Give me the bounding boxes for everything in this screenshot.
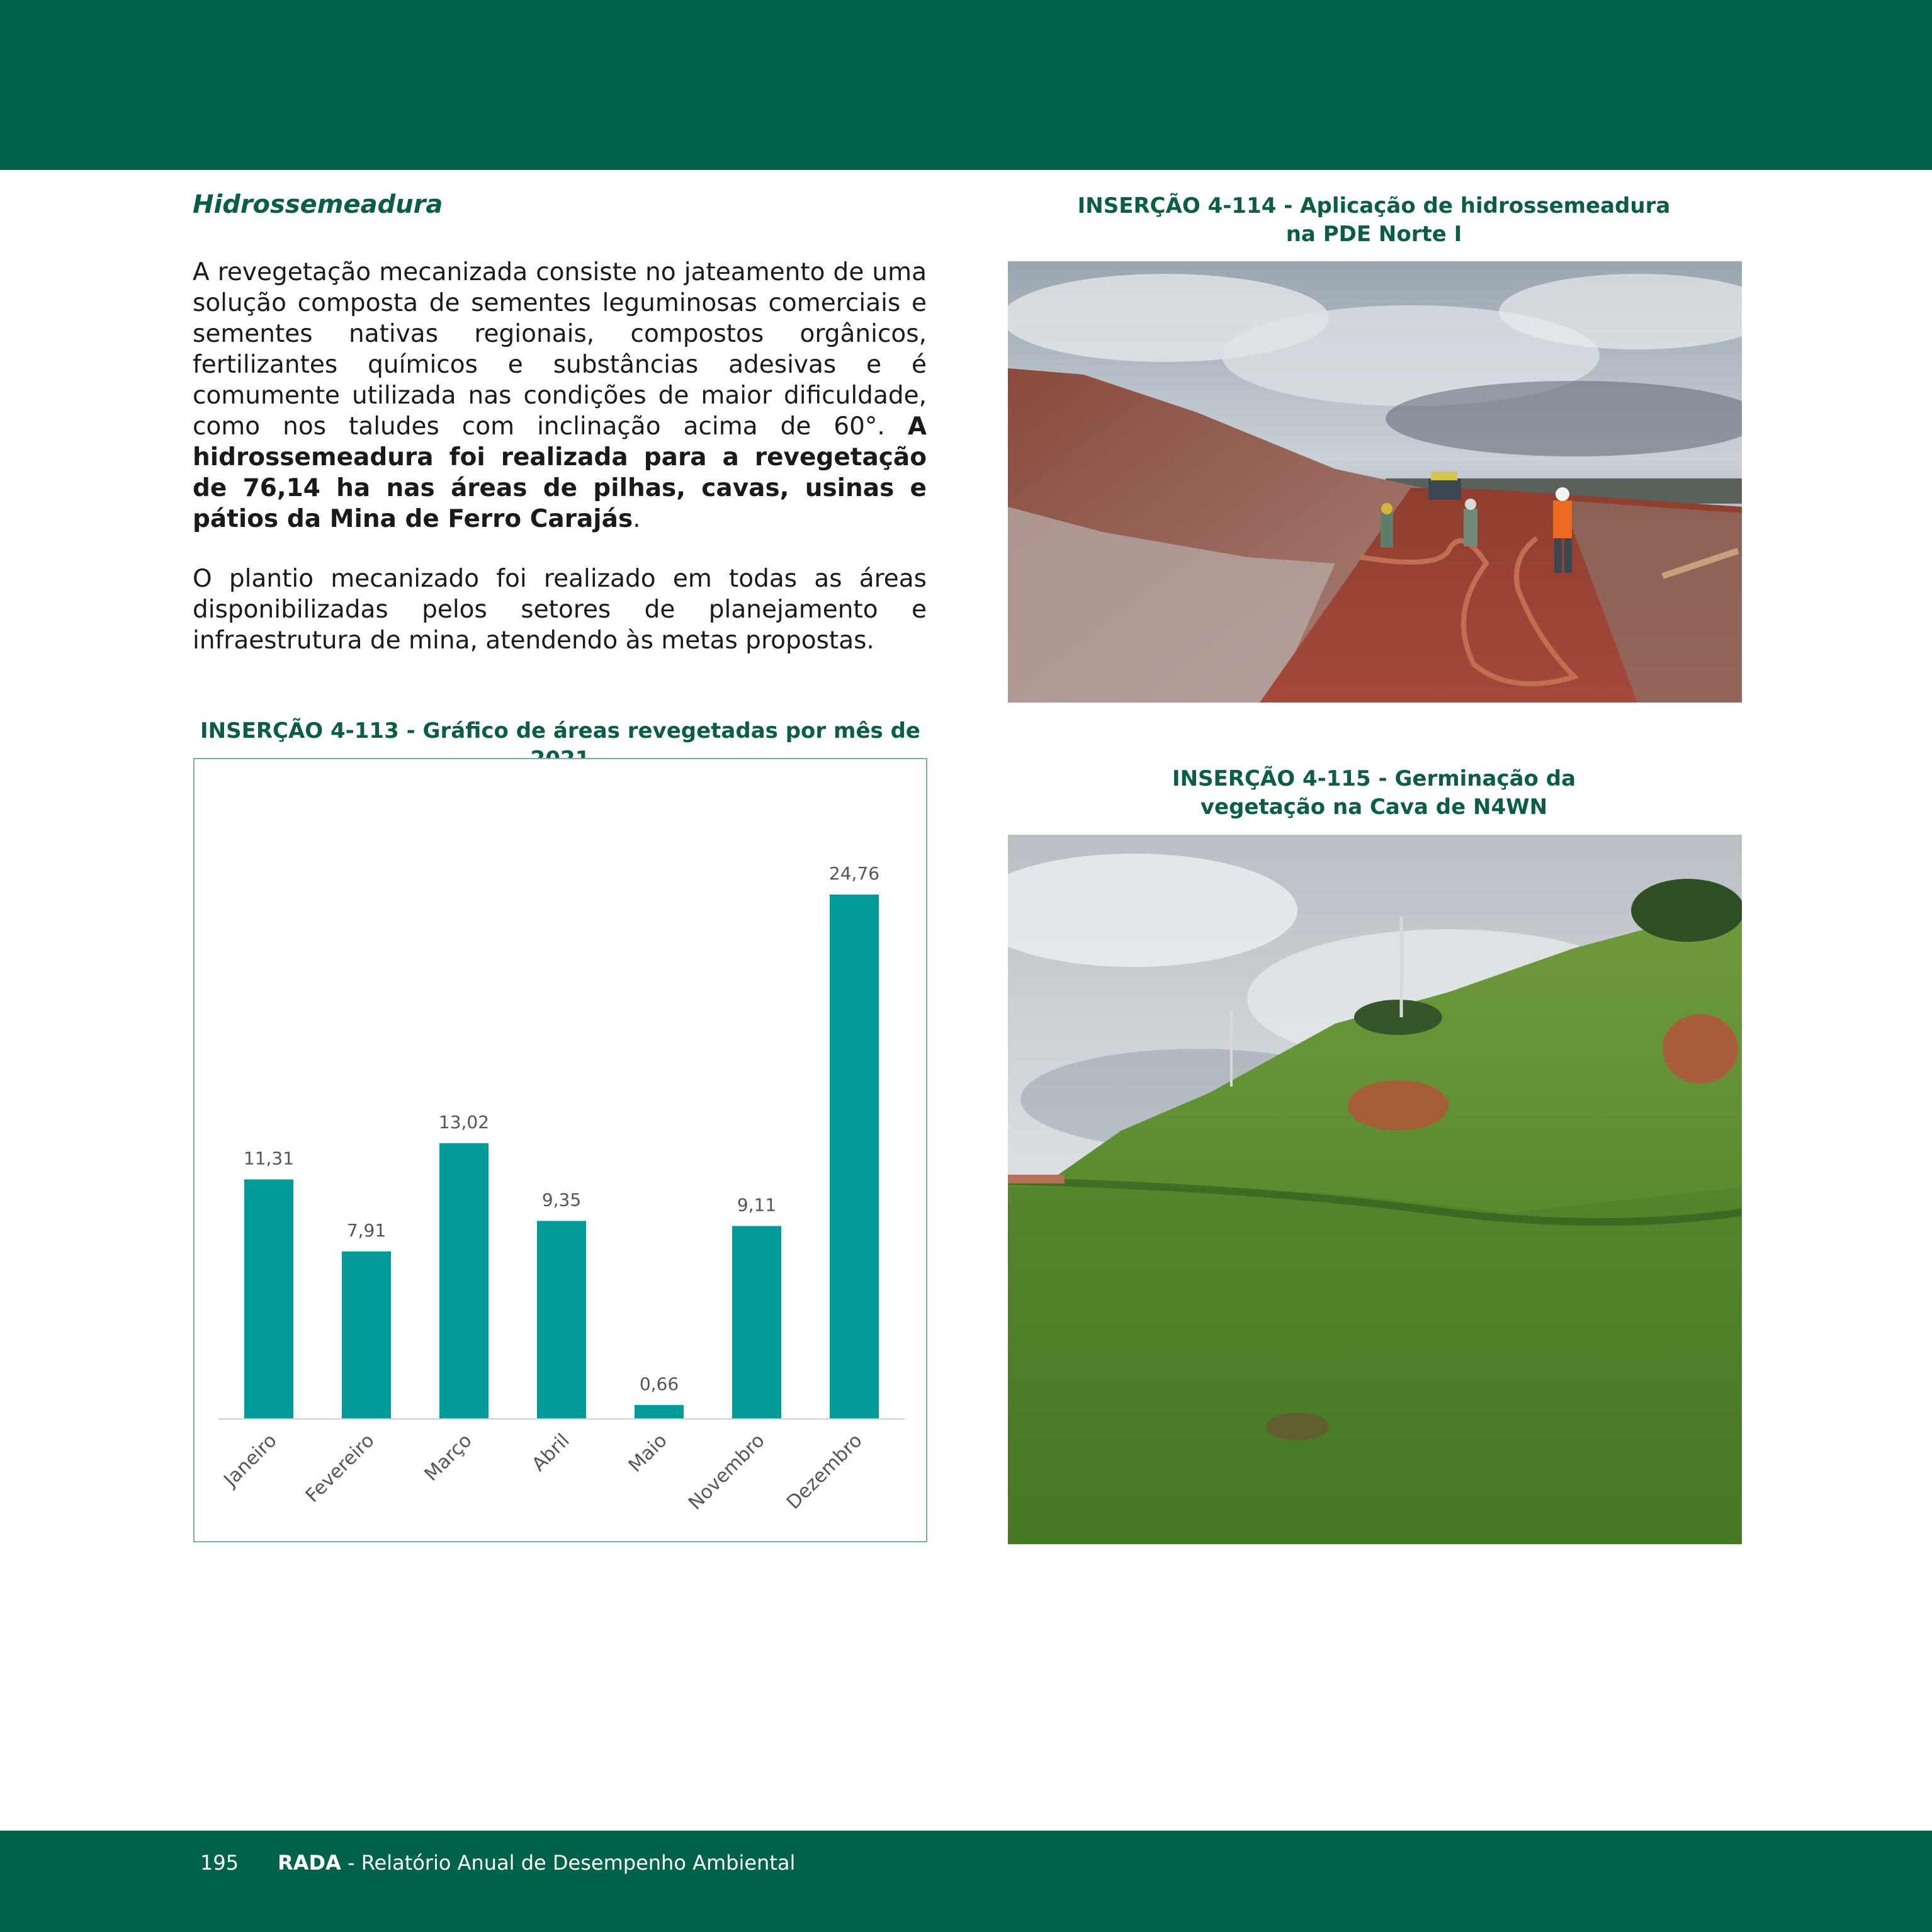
photo-germination-image [1008,835,1742,1544]
chart-bar [537,1221,586,1419]
chart-value-label: 11,31 [243,1148,295,1169]
chart-bar [439,1143,489,1419]
paragraph-text: A revegetação mecanizada consiste no jateamento de uma solução composta de sementes leguminosas comerciais e sementes nativas regionais, compostos orgânicos, fertilizantes químicos e substâncias adesivas e é comumente utilizada nas condições de maior dificuldade, como nos taludes com inclinação acima de 60°. [193,258,927,441]
chart-category-label: Janeiro [220,1429,281,1491]
photo2-caption [1007,765,1741,822]
chart-category-label: Abril [528,1429,574,1476]
chart-category-label: Fevereiro [301,1429,379,1507]
chart-value-label: 9,35 [541,1189,582,1211]
paragraph-hidrossemeadura [193,257,927,534]
chart-bar [830,895,879,1419]
photo-hydroseeding-image [1008,261,1742,703]
section-title: Hidrossemeadura [193,190,443,219]
photo2-caption-line2: vegetação na Cava de N4WN [1200,794,1548,820]
chart-category-label: Dezembro [782,1429,867,1514]
chart-caption: INSERÇÃO 4-113 - Gráfico de áreas revegetadas por mês de [200,718,920,743]
photo1-caption-line1: INSERÇÃO 4-114 - Aplicação de hidrossemeadura [1077,193,1671,218]
footer-title: - Relatório Anual de Desempenho Ambiental [341,1851,796,1875]
chart-bar [732,1226,781,1419]
chart-bar [342,1251,391,1419]
chart-category-label: Novembro [684,1429,769,1515]
chart-category-label: Maio [624,1429,672,1477]
chart-bar [635,1405,684,1419]
bar-chart [195,759,926,1541]
photo1-caption [1007,192,1741,249]
photo-hydroseeding [1008,261,1742,703]
chart-value-label: 24,76 [828,863,880,884]
chart-category-label: Março [420,1429,477,1486]
footer-band [0,1831,1932,1932]
paragraph-plantio: O plantio mecanizado foi realizado em todas as áreas disponibilizadas pelos setores de planejamento e infraestrutura de mina, atendendo às metas propostas. [193,565,927,655]
photo2-caption-line1: INSERÇÃO 4-115 - Germinação da [1172,766,1576,791]
footer [200,1851,795,1875]
chart-value-label: 13,02 [438,1111,490,1133]
page-number: 195 [200,1851,239,1875]
chart-bar [244,1179,293,1419]
photo-germination [1008,835,1742,1544]
chart-value-label: 7,91 [346,1219,387,1241]
footer-brand: RADA [278,1851,341,1875]
chart-value-label: 0,66 [639,1373,679,1394]
header-band [0,0,1932,170]
paragraph-highlight: A hidrossemeadura foi realizada para a revegetação de 76,14 ha nas áreas de pilhas, cavas, usinas e pátios da Mina de Ferro Carajás [193,412,927,533]
photo1-caption-line2: na PDE Norte I [1285,222,1462,247]
paragraph-end: . [633,505,641,533]
chart-value-label: 9,11 [737,1194,777,1216]
chart-frame [193,758,927,1542]
